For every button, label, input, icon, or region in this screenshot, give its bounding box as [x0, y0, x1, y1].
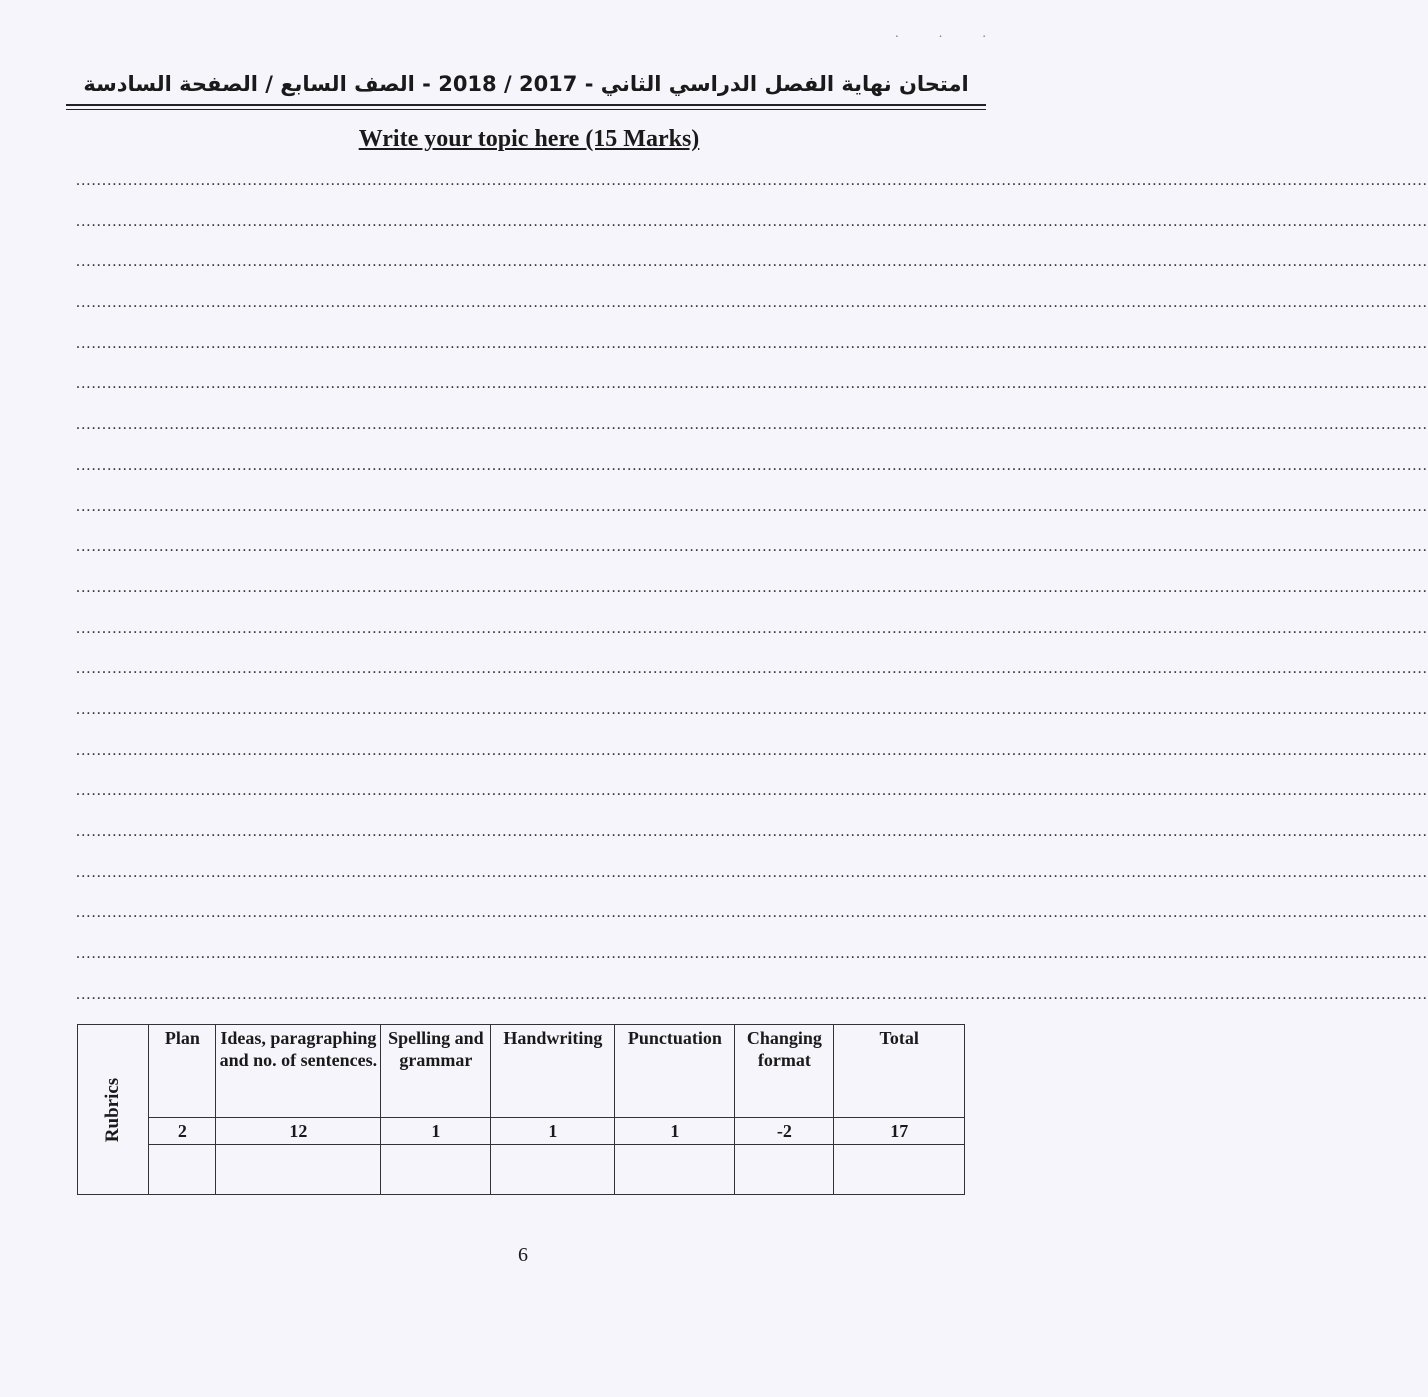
writing-line[interactable]: ....................................................................................................................................................................................................................................................................	[76, 538, 1428, 556]
rubrics-header-row	[78, 1025, 965, 1118]
score-cell-punctuation[interactable]	[615, 1145, 735, 1195]
writing-line[interactable]: ....................................................................................................................................................................................................................................................................	[76, 212, 1428, 230]
rubric-max-plan: 2	[149, 1118, 216, 1145]
writing-line[interactable]: ....................................................................................................................................................................................................................................................................	[76, 172, 1428, 189]
rubrics-score-row	[78, 1145, 965, 1195]
writing-line[interactable]: ....................................................................................................................................................................................................................................................................	[76, 985, 1428, 1003]
writing-line[interactable]: ....................................................................................................................................................................................................................................................................	[76, 782, 1428, 800]
rubrics-side-cell	[78, 1025, 149, 1195]
rubric-col-punctuation: Punctuation	[615, 1025, 735, 1118]
score-cell-total[interactable]	[834, 1145, 965, 1195]
writing-line[interactable]: ....................................................................................................................................................................................................................................................................	[76, 334, 1428, 352]
writing-line[interactable]: ....................................................................................................................................................................................................................................................................	[76, 416, 1428, 434]
exam-header: امتحان نهاية الفصل الدراسي الثاني - 2017 / 2018 - الصف السابع / الصفحة السادسة	[83, 72, 969, 96]
rubric-max-ideas: 12	[216, 1118, 381, 1145]
writing-line[interactable]: ....................................................................................................................................................................................................................................................................	[76, 741, 1428, 759]
writing-line[interactable]: ....................................................................................................................................................................................................................................................................	[76, 253, 1428, 271]
rubric-max-spelling: 1	[381, 1118, 491, 1145]
rubrics-side-label: Rubrics	[102, 1077, 124, 1143]
writing-area[interactable]	[76, 172, 1428, 1026]
rubric-col-spelling: Spelling and grammar	[381, 1025, 491, 1118]
score-cell-format[interactable]	[735, 1145, 834, 1195]
score-cell-plan[interactable]	[149, 1145, 216, 1195]
score-cell-handwriting[interactable]	[491, 1145, 615, 1195]
rubric-col-plan: Plan	[149, 1025, 216, 1118]
writing-line[interactable]: ....................................................................................................................................................................................................................................................................	[76, 456, 1428, 474]
writing-line[interactable]: ....................................................................................................................................................................................................................................................................	[76, 497, 1428, 515]
rubric-col-ideas: Ideas, paragraphing and no. of sentences.	[216, 1025, 381, 1118]
writing-line[interactable]: ....................................................................................................................................................................................................................................................................	[76, 823, 1428, 840]
writing-line[interactable]: ....................................................................................................................................................................................................................................................................	[76, 904, 1428, 922]
rubric-max-handwriting: 1	[491, 1118, 615, 1145]
writing-line[interactable]: ....................................................................................................................................................................................................................................................................	[76, 294, 1428, 312]
page-title: Write your topic here (15 Marks)	[358, 126, 700, 152]
rubrics-max-row	[78, 1118, 965, 1145]
scan-marks: . . .	[895, 26, 1005, 40]
rubric-max-total: 17	[834, 1118, 965, 1145]
writing-line[interactable]: ....................................................................................................................................................................................................................................................................	[76, 375, 1428, 393]
rubric-col-format: Changing format	[735, 1025, 834, 1118]
rubrics-table	[77, 1024, 965, 1195]
score-cell-ideas[interactable]	[216, 1145, 381, 1195]
writing-line[interactable]: ....................................................................................................................................................................................................................................................................	[76, 700, 1428, 718]
header-divider	[66, 104, 986, 110]
writing-line[interactable]: ....................................................................................................................................................................................................................................................................	[76, 660, 1428, 678]
score-cell-spelling[interactable]	[381, 1145, 491, 1195]
rubric-max-format: -2	[735, 1118, 834, 1145]
rubric-max-punctuation: 1	[615, 1118, 735, 1145]
rubric-col-total: Total	[834, 1025, 965, 1118]
writing-line[interactable]: ....................................................................................................................................................................................................................................................................	[76, 863, 1428, 881]
page-number: 6	[518, 1244, 528, 1266]
rubric-col-handwriting: Handwriting	[491, 1025, 615, 1118]
writing-line[interactable]: ....................................................................................................................................................................................................................................................................	[76, 619, 1428, 637]
writing-line[interactable]: ....................................................................................................................................................................................................................................................................	[76, 945, 1428, 963]
writing-line[interactable]: ....................................................................................................................................................................................................................................................................	[76, 578, 1428, 596]
